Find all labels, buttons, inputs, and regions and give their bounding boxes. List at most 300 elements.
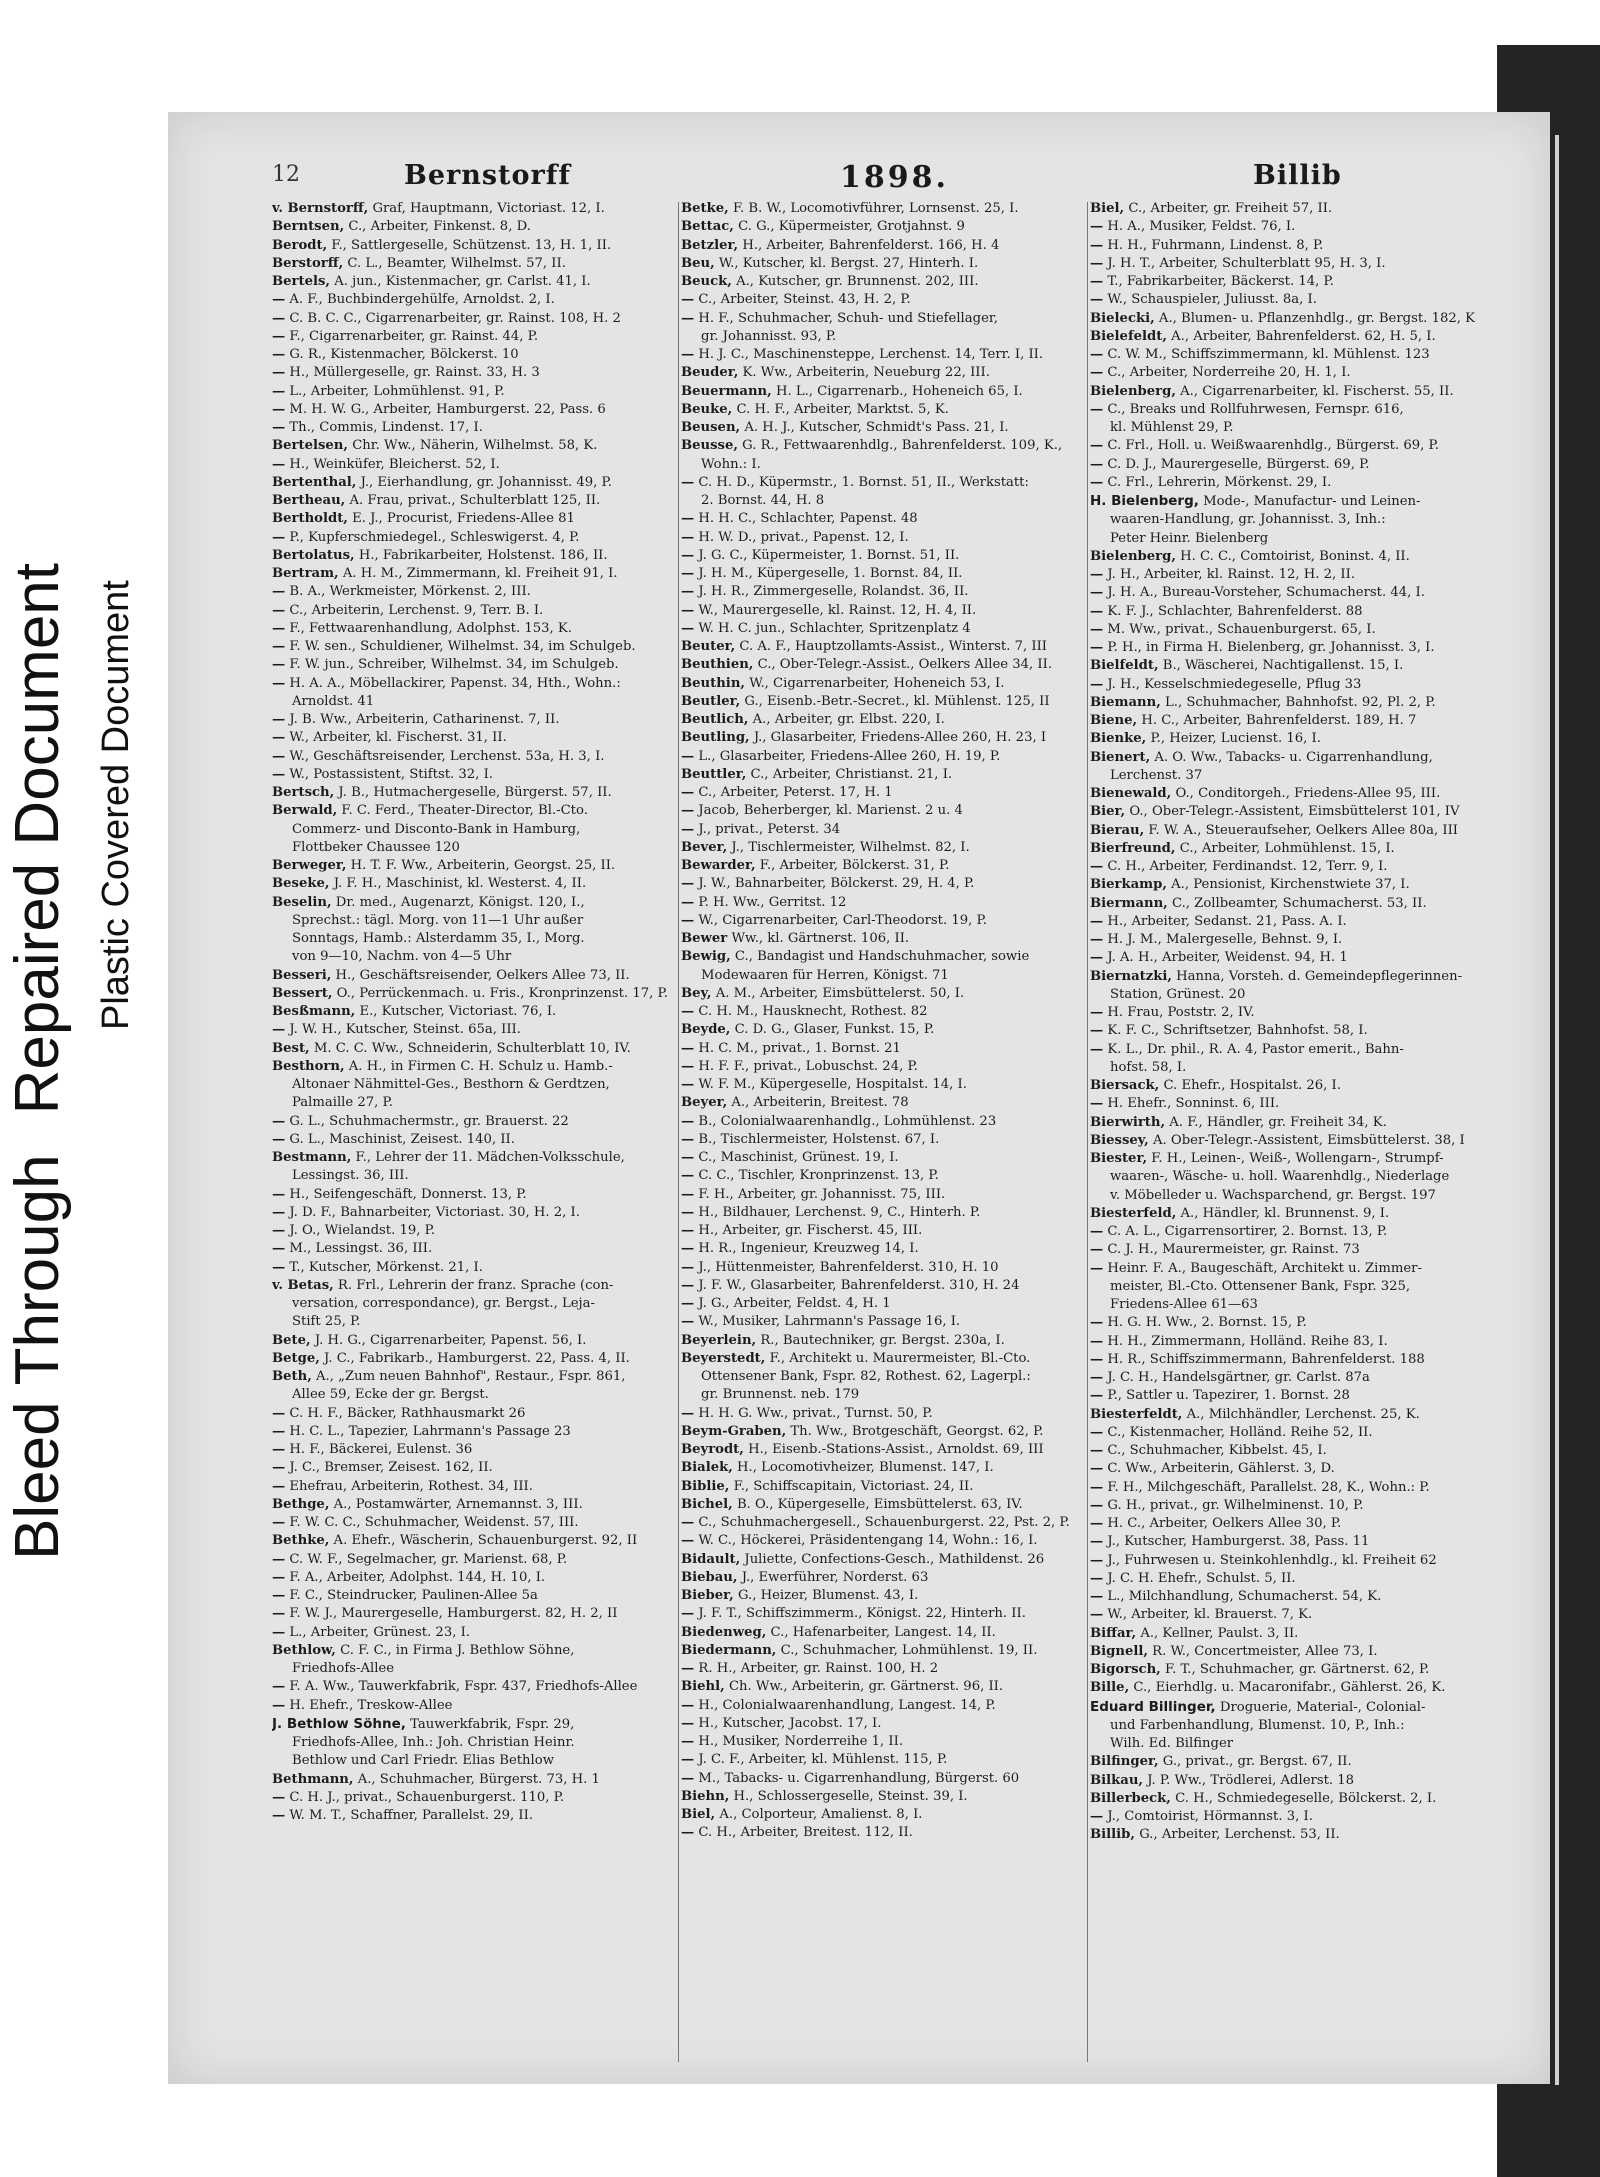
entry-details: Tauwerkfabrik, Fspr. 29, bbox=[410, 1716, 575, 1732]
directory-entry bbox=[681, 565, 1086, 583]
entry-details: F. W. A., Steueraufseher, Oelkers Allee 80a, III bbox=[1148, 822, 1459, 838]
directory-entry bbox=[1090, 1424, 1505, 1442]
entry-details: L., Schuhmacher, Bahnhofst. 92, Pl. 2, P. bbox=[1165, 694, 1436, 710]
entry-details: A. F., Händler, gr. Freiheit 34, K. bbox=[1169, 1114, 1387, 1130]
directory-entry bbox=[272, 1058, 672, 1076]
entry-surname: Bethge, bbox=[272, 1496, 330, 1512]
directory-entry bbox=[272, 1771, 672, 1789]
entry-surname: Bierau, bbox=[1090, 822, 1145, 838]
directory-entry bbox=[272, 1496, 672, 1514]
side-label-main-left: Bleed Through bbox=[3, 1154, 72, 1560]
directory-entry bbox=[272, 510, 672, 528]
entry-details: C. J. H., Maurermeister, gr. Rainst. 73 bbox=[1107, 1242, 1360, 1258]
entry-details: Jacob, Beherberger, kl. Marienst. 2 u. 4 bbox=[698, 803, 963, 819]
entry-details: M., Tabacks- u. Cigarrenhandlung, Bürgerst. 60 bbox=[698, 1770, 1020, 1786]
entry-details: J. H. M., Küpergeselle, 1. Bornst. 84, II. bbox=[698, 566, 963, 581]
directory-entry bbox=[1090, 328, 1505, 346]
entry-details: R. W., Concertmeister, Allee 73, I. bbox=[1152, 1643, 1378, 1659]
entry-surname: v. Betas, bbox=[272, 1277, 334, 1293]
directory-entry bbox=[272, 1240, 672, 1258]
entry-details: L., Glasarbeiter, Friedens-Allee 260, H. 19, P. bbox=[698, 748, 1001, 764]
directory-entry bbox=[1090, 1205, 1505, 1223]
directory-entry bbox=[272, 1642, 672, 1660]
entry-surname: — bbox=[681, 1113, 695, 1129]
entry-surname: — bbox=[1090, 1005, 1104, 1020]
entry-surname: — bbox=[681, 821, 695, 837]
directory-entry bbox=[272, 1478, 672, 1496]
entry-surname: — bbox=[1090, 1570, 1104, 1586]
directory-entry: Friedhofs-Allee, Inh.: Joh. Christian Heinr. bbox=[292, 1735, 575, 1750]
directory-entry bbox=[272, 1040, 672, 1058]
entry-surname: Bienert, bbox=[1090, 749, 1151, 765]
entry-surname: Beuermann, bbox=[681, 383, 772, 399]
entry-details: G. L., Schuhmachermstr., gr. Brauerst. 22 bbox=[289, 1113, 569, 1129]
entry-details: C. H. D., Küpermstr., 1. Bornst. 51, II., Werkstatt: bbox=[698, 474, 1029, 490]
entry-surname: — bbox=[1090, 1333, 1104, 1349]
directory-column-1 bbox=[272, 200, 672, 2070]
side-label-bleed-through bbox=[2, 563, 73, 1560]
directory-entry bbox=[681, 547, 1086, 565]
directory-entry bbox=[272, 1332, 672, 1350]
side-label-main-right: Repaired Document bbox=[3, 562, 72, 1115]
directory-entry bbox=[681, 200, 1086, 218]
directory-entry bbox=[681, 1532, 1086, 1550]
directory-entry bbox=[681, 1021, 1086, 1039]
entry-details: J. G., Arbeiter, Feldst. 4, H. 1 bbox=[698, 1296, 891, 1311]
entry-details: C., Hafenarbeiter, Langest. 14, II. bbox=[770, 1624, 996, 1640]
entry-surname: — bbox=[681, 1515, 695, 1530]
entry-details: C. Frl., Lehrerin, Mörkenst. 29, I. bbox=[1107, 474, 1332, 490]
entry-surname: — bbox=[1090, 1023, 1104, 1039]
directory-entry bbox=[1090, 730, 1505, 748]
entry-details: J. W., Bahnarbeiter, Bölckerst. 29, H. 4, P. bbox=[698, 876, 975, 892]
entry-details: W., Schauspieler, Juliusst. 8a, I. bbox=[1107, 292, 1317, 308]
entry-details: H. H. G. Ww., privat., Turnst. 50, P. bbox=[698, 1405, 933, 1421]
entry-details: J. H. A., Bureau-Vorsteher, Schumacherst. 44, I. bbox=[1107, 585, 1425, 601]
entry-details: J. H. R., Zimmergeselle, Rolandst. 36, II. bbox=[698, 584, 969, 600]
entry-details: H. H. C., Schlachter, Papenst. 48 bbox=[698, 511, 918, 527]
entry-surname: — bbox=[681, 1770, 695, 1786]
entry-surname: — bbox=[1090, 621, 1104, 637]
entry-surname: — bbox=[1090, 347, 1104, 362]
entry-details: A. F., Buchbindergehülfe, Arnoldst. 2, I. bbox=[289, 292, 555, 308]
entry-surname: Bielenberg, bbox=[1090, 548, 1176, 564]
entry-details: W., Arbeiter, kl. Fischerst. 31, II. bbox=[289, 730, 507, 746]
entry-details: C., Ober-Telegr.-Assist., Oelkers Allee 34, II. bbox=[757, 657, 1053, 673]
entry-details: F. A., Arbeiter, Adolphst. 144, H. 10, I. bbox=[289, 1569, 546, 1585]
entry-details: C., Arbeiter, Finkenst. 8, D. bbox=[348, 219, 531, 235]
entry-details: A., Colporteur, Amalienst. 8, I. bbox=[719, 1807, 923, 1822]
directory-entry bbox=[681, 1770, 1086, 1788]
entry-details: H. F. F., privat., Lobuschst. 24, P. bbox=[698, 1058, 918, 1074]
entry-details: J., Tischlermeister, Wilhelmst. 82, I. bbox=[731, 839, 970, 855]
entry-surname: — bbox=[681, 748, 695, 764]
directory-entry bbox=[1090, 310, 1505, 328]
directory-entry bbox=[681, 985, 1086, 1003]
directory-entry bbox=[681, 1259, 1086, 1277]
entry-details: F., Cigarrenarbeiter, gr. Rainst. 44, P. bbox=[289, 328, 539, 344]
entry-surname: — bbox=[1090, 1497, 1104, 1513]
entry-surname: Beth, bbox=[272, 1369, 312, 1384]
directory-entry bbox=[681, 1131, 1086, 1149]
directory-entry bbox=[272, 1186, 672, 1204]
directory-entry bbox=[1090, 1223, 1505, 1241]
entry-details: C., Arbeiter, Norderreihe 20, H. 1, I. bbox=[1107, 365, 1351, 381]
directory-entry: Friedhofs-Allee bbox=[292, 1661, 395, 1676]
entry-surname: — bbox=[272, 1624, 286, 1640]
directory-entry: Arnoldst. 41 bbox=[292, 693, 375, 709]
directory-entry bbox=[681, 693, 1086, 711]
entry-details: H. J. M., Malergeselle, Behnst. 9, I. bbox=[1107, 932, 1343, 947]
entry-surname: — bbox=[272, 1478, 286, 1494]
directory-entry bbox=[681, 1405, 1086, 1423]
entry-surname: — bbox=[681, 1533, 695, 1549]
directory-entry bbox=[272, 1423, 672, 1441]
entry-details: M. H. W. G., Arbeiter, Hamburgerst. 22, Pass. 6 bbox=[289, 401, 606, 417]
directory-entry bbox=[1090, 1826, 1505, 1844]
directory-entry bbox=[681, 1478, 1086, 1496]
entry-surname: Bewig, bbox=[681, 949, 731, 965]
directory-entry bbox=[681, 784, 1086, 802]
directory-entry bbox=[272, 1368, 672, 1386]
entry-details: W., Cigarrenarbeiter, Hoheneich 53, I. bbox=[749, 675, 1005, 691]
entry-details: H. R., Schiffszimmermann, Bahrenfelderst. 188 bbox=[1107, 1351, 1425, 1367]
entry-details: A., Blumen- u. Pflanzenhdlg., gr. Bergst. 182, K bbox=[1158, 310, 1475, 326]
entry-details: B. A., Werkmeister, Mörkenst. 2, III. bbox=[289, 584, 531, 600]
directory-entry bbox=[1090, 1588, 1505, 1606]
entry-details: C. B. C. C., Cigarrenarbeiter, gr. Rainst. 108, H. 2 bbox=[289, 310, 621, 326]
entry-surname: — bbox=[681, 1606, 695, 1622]
directory-entry bbox=[681, 875, 1086, 893]
directory-entry bbox=[681, 1040, 1086, 1058]
entry-surname: — bbox=[272, 639, 286, 654]
entry-surname: — bbox=[1090, 255, 1104, 271]
directory-entry bbox=[272, 985, 672, 1003]
directory-entry bbox=[681, 894, 1086, 912]
entry-details: H. T. F. Ww., Arbeiterin, Georgst. 25, II. bbox=[350, 858, 616, 873]
entry-details: A., Cigarrenarbeiter, kl. Fischerst. 55, II. bbox=[1180, 383, 1454, 399]
entry-surname: — bbox=[681, 785, 695, 800]
entry-surname: Bettac, bbox=[681, 219, 734, 235]
directory-entry bbox=[272, 383, 672, 401]
entry-details: F. W. C. C., Schuhmacher, Weidenst. 57, III. bbox=[289, 1515, 579, 1530]
entry-surname: — bbox=[1090, 219, 1104, 235]
directory-entry bbox=[272, 419, 672, 437]
directory-entry bbox=[681, 1624, 1086, 1642]
directory-entry bbox=[681, 510, 1086, 528]
entry-surname: — bbox=[1090, 1242, 1104, 1258]
directory-entry bbox=[681, 711, 1086, 729]
directory-entry bbox=[681, 1003, 1086, 1021]
entry-details: G. R., Fettwaarenhdlg., Bahrenfelderst. 109, K., bbox=[742, 438, 1063, 454]
entry-details: H. Frau, Poststr. 2, IV. bbox=[1107, 1005, 1255, 1020]
entry-surname: Bielfeldt, bbox=[1090, 658, 1159, 674]
directory-entry bbox=[681, 821, 1086, 839]
entry-surname: Bierkamp, bbox=[1090, 877, 1167, 893]
entry-details: A., Kutscher, gr. Brunnenst. 202, III. bbox=[736, 274, 979, 289]
directory-entry bbox=[681, 218, 1086, 236]
entry-surname: — bbox=[681, 1204, 695, 1220]
entry-surname: Betke, bbox=[681, 201, 729, 216]
entry-details: F., Architekt u. Maurermeister, Bl.-Cto. bbox=[769, 1350, 1031, 1366]
directory-entry bbox=[1090, 1406, 1505, 1424]
column-divider bbox=[1087, 202, 1088, 2062]
entry-details: P., Kupferschmiedegel., Schleswigerst. 4, P. bbox=[289, 529, 580, 545]
entry-details: F., Sattlergeselle, Schützenst. 13, H. 1, II. bbox=[331, 237, 612, 253]
entry-surname: Beyer, bbox=[681, 1095, 728, 1111]
entry-details: C. A. L., Cigarrensortirer, 2. Bornst. 13, P. bbox=[1107, 1224, 1388, 1239]
entry-details: H. C. M., privat., 1. Bornst. 21 bbox=[698, 1040, 901, 1056]
entry-surname: — bbox=[681, 1077, 695, 1092]
entry-details: C., Schuhmacher, Kibbelst. 45, I. bbox=[1107, 1443, 1327, 1458]
entry-surname: Bielecki, bbox=[1090, 310, 1155, 326]
entry-surname: Bierwirth, bbox=[1090, 1114, 1166, 1130]
entry-surname: Berntsen, bbox=[272, 219, 345, 235]
entry-details: P. H., in Firma H. Bielenberg, gr. Johannisst. 3, I. bbox=[1107, 640, 1435, 655]
entry-details: A., Arbeiterin, Breitest. 78 bbox=[731, 1095, 909, 1111]
entry-details: R. H., Arbeiter, gr. Rainst. 100, H. 2 bbox=[698, 1661, 939, 1676]
entry-surname: Bienke, bbox=[1090, 731, 1147, 747]
entry-surname: Berstorff, bbox=[272, 255, 344, 271]
directory-entry bbox=[1090, 785, 1505, 803]
entry-surname: — bbox=[1090, 1534, 1104, 1550]
entry-details: J. F. T., Schiffszimmerm., Königst. 22, Hinterh. II. bbox=[698, 1606, 1026, 1622]
entry-surname: — bbox=[1090, 932, 1104, 947]
entry-surname: — bbox=[272, 766, 286, 782]
entry-surname: — bbox=[272, 602, 286, 618]
entry-surname: Bille, bbox=[1090, 1680, 1130, 1696]
directory-entry bbox=[272, 620, 672, 638]
directory-entry bbox=[681, 1222, 1086, 1240]
entry-surname: — bbox=[272, 529, 286, 545]
directory-entry bbox=[681, 1350, 1086, 1368]
entry-details: H., Musiker, Norderreihe 1, II. bbox=[698, 1734, 904, 1749]
directory-entry bbox=[1090, 237, 1505, 255]
entry-details: C. H., Arbeiter, Ferdinandst. 12, Terr. 9, I. bbox=[1107, 859, 1388, 874]
directory-entry: von 9—10, Nachm. von 4—5 Uhr bbox=[292, 949, 512, 965]
entry-details: C. Ehefr., Hospitalst. 26, I. bbox=[1163, 1078, 1341, 1093]
directory-entry bbox=[681, 364, 1086, 382]
entry-surname: — bbox=[681, 1405, 695, 1421]
directory-entry bbox=[1090, 1479, 1505, 1497]
entry-surname: — bbox=[272, 584, 286, 600]
entry-surname: — bbox=[681, 1058, 695, 1074]
entry-surname: — bbox=[272, 1204, 286, 1220]
directory-entry bbox=[681, 1551, 1086, 1569]
directory-entry bbox=[681, 948, 1086, 966]
directory-entry bbox=[272, 273, 672, 291]
entry-surname: — bbox=[1090, 1552, 1104, 1568]
directory-entry bbox=[681, 1186, 1086, 1204]
entry-details: J. H. G., Cigarrenarbeiter, Papenst. 56, I. bbox=[314, 1332, 587, 1348]
entry-surname: — bbox=[272, 1679, 286, 1695]
entry-surname: Beyerlein, bbox=[681, 1332, 757, 1348]
directory-entry: versation, correspondance), gr. Bergst., Leja- bbox=[292, 1296, 595, 1311]
entry-details: Droguerie, Material-, Colonial- bbox=[1219, 1699, 1426, 1715]
directory-entry bbox=[272, 1551, 672, 1569]
entry-surname: — bbox=[1090, 950, 1104, 966]
directory-entry bbox=[681, 857, 1086, 875]
entry-surname: — bbox=[272, 1808, 286, 1823]
entry-surname: Beusen, bbox=[681, 420, 741, 435]
entry-details: C., Kistenmacher, Holländ. Reihe 52, II. bbox=[1107, 1424, 1373, 1440]
entry-surname: Billerbeck, bbox=[1090, 1790, 1171, 1806]
entry-surname: Eduard Billinger, bbox=[1090, 1698, 1216, 1715]
directory-entry bbox=[1090, 694, 1505, 712]
directory-entry bbox=[681, 1313, 1086, 1331]
directory-entry bbox=[272, 638, 672, 656]
directory-entry bbox=[272, 1021, 672, 1039]
entry-surname: Bertelsen, bbox=[272, 438, 348, 454]
directory-entry: hofst. 58, I. bbox=[1110, 1059, 1187, 1075]
directory-entry bbox=[1090, 1698, 1505, 1717]
entry-surname: Bigorsch, bbox=[1090, 1662, 1161, 1677]
entry-details: H. W. D., privat., Papenst. 12, I. bbox=[698, 529, 909, 545]
entry-surname: Betzler, bbox=[681, 237, 739, 253]
entry-details: J., Ewerführer, Norderst. 63 bbox=[741, 1569, 929, 1585]
directory-entry bbox=[1090, 1753, 1505, 1771]
entry-details: K. F. C., Schriftsetzer, Bahnhofst. 58, I. bbox=[1107, 1023, 1368, 1039]
directory-entry bbox=[272, 1113, 672, 1131]
entry-details: J. H. T., Arbeiter, Schulterblatt 95, H. 3, I. bbox=[1107, 255, 1386, 271]
entry-details: C., Breaks und Rollfuhrwesen, Fernspr. 616, bbox=[1107, 401, 1404, 417]
directory-entry bbox=[1090, 1314, 1505, 1332]
entry-surname: — bbox=[1090, 456, 1104, 472]
entry-details: O., Conditorgeh., Friedens-Allee 95, III. bbox=[1175, 786, 1441, 801]
directory-entry bbox=[1090, 1260, 1505, 1278]
entry-details: E., Kutscher, Victoriast. 76, I. bbox=[359, 1004, 557, 1019]
entry-surname: Beuck, bbox=[681, 274, 732, 289]
entry-surname: — bbox=[1090, 567, 1104, 582]
directory-entry: Palmaille 27, P. bbox=[292, 1095, 393, 1111]
header-year: 1898. bbox=[840, 160, 949, 195]
entry-details: H., Müllergeselle, gr. Rainst. 33, H. 3 bbox=[289, 365, 540, 381]
directory-entry bbox=[681, 237, 1086, 255]
entry-surname: Biernatzki, bbox=[1090, 968, 1172, 984]
entry-details: F., Schiffscapitain, Victoriast. 24, II. bbox=[733, 1478, 974, 1494]
directory-entry bbox=[681, 1697, 1086, 1715]
entry-details: A. H. J., Kutscher, Schmidt's Pass. 21, I. bbox=[744, 420, 1009, 435]
entry-details: J., Comtoirist, Hörmannst. 3, I. bbox=[1107, 1809, 1313, 1824]
directory-entry bbox=[681, 346, 1086, 364]
directory-column-2 bbox=[681, 200, 1086, 2070]
directory-entry bbox=[681, 912, 1086, 930]
directory-entry bbox=[272, 237, 672, 255]
entry-details: W. C., Höckerei, Präsidentengang 14, Wohn.: 16, I. bbox=[698, 1533, 1038, 1549]
entry-details: F. H., Milchgeschäft, Parallelst. 28, K., Wohn.: P. bbox=[1107, 1479, 1430, 1495]
entry-details: J. C., Bremser, Zeisest. 162, II. bbox=[289, 1460, 493, 1476]
entry-surname: Beyde, bbox=[681, 1022, 731, 1038]
entry-surname: — bbox=[681, 292, 695, 308]
entry-details: C. W. F., Segelmacher, gr. Marienst. 68, P. bbox=[289, 1551, 568, 1567]
directory-entry bbox=[681, 273, 1086, 291]
entry-surname: Beuthien, bbox=[681, 657, 754, 673]
entry-surname: — bbox=[681, 1715, 695, 1731]
entry-surname: — bbox=[681, 529, 695, 545]
entry-surname: Biessey, bbox=[1090, 1132, 1149, 1148]
entry-surname: — bbox=[1090, 237, 1104, 253]
directory-entry: Wilh. Ed. Bilfinger bbox=[1110, 1736, 1234, 1751]
entry-details: F., Arbeiter, Bölckerst. 31, P. bbox=[759, 858, 950, 873]
entry-details: H., Schlossergeselle, Steinst. 39, I. bbox=[733, 1788, 968, 1804]
directory-entry bbox=[1090, 1625, 1505, 1643]
entry-details: A. jun., Kistenmacher, gr. Carlst. 41, I. bbox=[334, 274, 591, 289]
entry-details: A. Ober-Telegr.-Assistent, Eimsbüttelerst. 38, I bbox=[1152, 1132, 1465, 1148]
entry-surname: Bichel, bbox=[681, 1496, 733, 1512]
entry-details: J., Glasarbeiter, Friedens-Allee 260, H. 23, I bbox=[753, 730, 1047, 746]
entry-surname: — bbox=[272, 1588, 286, 1603]
directory-entry bbox=[272, 1149, 672, 1167]
entry-details: J., Fuhrwesen u. Steinkohlenhdlg., kl. Freiheit 62 bbox=[1107, 1552, 1437, 1568]
entry-surname: Biedenweg, bbox=[681, 1624, 767, 1640]
entry-details: H. H., Zimmermann, Holländ. Reihe 83, I. bbox=[1107, 1333, 1388, 1349]
entry-surname: — bbox=[1090, 365, 1104, 381]
directory-entry bbox=[1090, 895, 1505, 913]
entry-details: G. L., Maschinist, Zeisest. 140, II. bbox=[289, 1131, 515, 1147]
directory-entry bbox=[272, 1204, 672, 1222]
directory-entry bbox=[1090, 1022, 1505, 1040]
entry-surname: Bessert, bbox=[272, 985, 333, 1001]
entry-surname: Biermann, bbox=[1090, 895, 1168, 911]
entry-details: C., Schuhmachergesell., Schauenburgerst. 22, Pst. 2, P. bbox=[698, 1515, 1070, 1530]
directory-entry: Commerz- und Disconto-Bank in Hamburg, bbox=[292, 821, 581, 837]
directory-entry: Flottbeker Chaussee 120 bbox=[292, 839, 460, 855]
directory-entry bbox=[1090, 1772, 1505, 1790]
directory-entry bbox=[1090, 346, 1505, 364]
entry-surname: — bbox=[681, 1296, 695, 1311]
entry-details: W., Arbeiter, kl. Brauerst. 7, K. bbox=[1107, 1607, 1313, 1623]
entry-surname: H. Bielenberg, bbox=[1090, 493, 1199, 509]
entry-surname: — bbox=[272, 365, 286, 381]
directory-entry bbox=[1090, 492, 1505, 511]
entry-surname: — bbox=[1090, 1096, 1104, 1112]
entry-surname: Bertsch, bbox=[272, 785, 335, 800]
entry-details: C. H., Schmiedegeselle, Bölckerst. 2, I. bbox=[1175, 1790, 1437, 1806]
entry-surname: Bienewald, bbox=[1090, 786, 1172, 801]
directory-entry bbox=[681, 419, 1086, 437]
directory-entry bbox=[1090, 949, 1505, 967]
directory-entry bbox=[272, 1624, 672, 1642]
entry-surname: Beuder, bbox=[681, 365, 739, 381]
entry-details: J., Kutscher, Hamburgerst. 38, Pass. 11 bbox=[1107, 1534, 1370, 1550]
entry-surname: — bbox=[1090, 1388, 1104, 1404]
entry-details: B., Tischlermeister, Holstenst. 67, I. bbox=[698, 1131, 940, 1147]
directory-entry bbox=[681, 310, 1086, 328]
entry-surname: — bbox=[1090, 1589, 1104, 1604]
directory-entry bbox=[1090, 1004, 1505, 1022]
entry-surname: v. Bernstorff, bbox=[272, 201, 369, 216]
directory-entry bbox=[272, 857, 672, 875]
entry-surname: Beuttler, bbox=[681, 766, 747, 782]
directory-entry: waaren-, Wäsche- u. holl. Waarenhdlg., Niederlage bbox=[1110, 1169, 1450, 1185]
directory-entry bbox=[272, 711, 672, 729]
entry-details: G. R., Kistenmacher, Bölckerst. 10 bbox=[289, 347, 519, 362]
directory-entry bbox=[681, 675, 1086, 693]
entry-details: C., Zollbeamter, Schumacherst. 53, II. bbox=[1171, 895, 1427, 911]
directory-entry bbox=[272, 1514, 672, 1532]
entry-surname: Bey, bbox=[681, 985, 712, 1001]
entry-details: H. R., Ingenieur, Kreuzweg 14, I. bbox=[698, 1241, 919, 1257]
entry-surname: Bieber, bbox=[681, 1588, 734, 1603]
directory-entry bbox=[1090, 749, 1505, 767]
entry-surname: — bbox=[272, 1606, 286, 1622]
entry-details: C. Ww., Arbeiterin, Gählerst. 3, D. bbox=[1107, 1461, 1335, 1477]
entry-surname: — bbox=[681, 547, 695, 563]
entry-details: M. C. C. Ww., Schneiderin, Schulterblatt 10, IV. bbox=[313, 1040, 631, 1056]
entry-surname: — bbox=[681, 1004, 695, 1019]
entry-details: C., Arbeiter, Christianst. 21, I. bbox=[750, 766, 953, 782]
directory-entry bbox=[681, 638, 1086, 656]
